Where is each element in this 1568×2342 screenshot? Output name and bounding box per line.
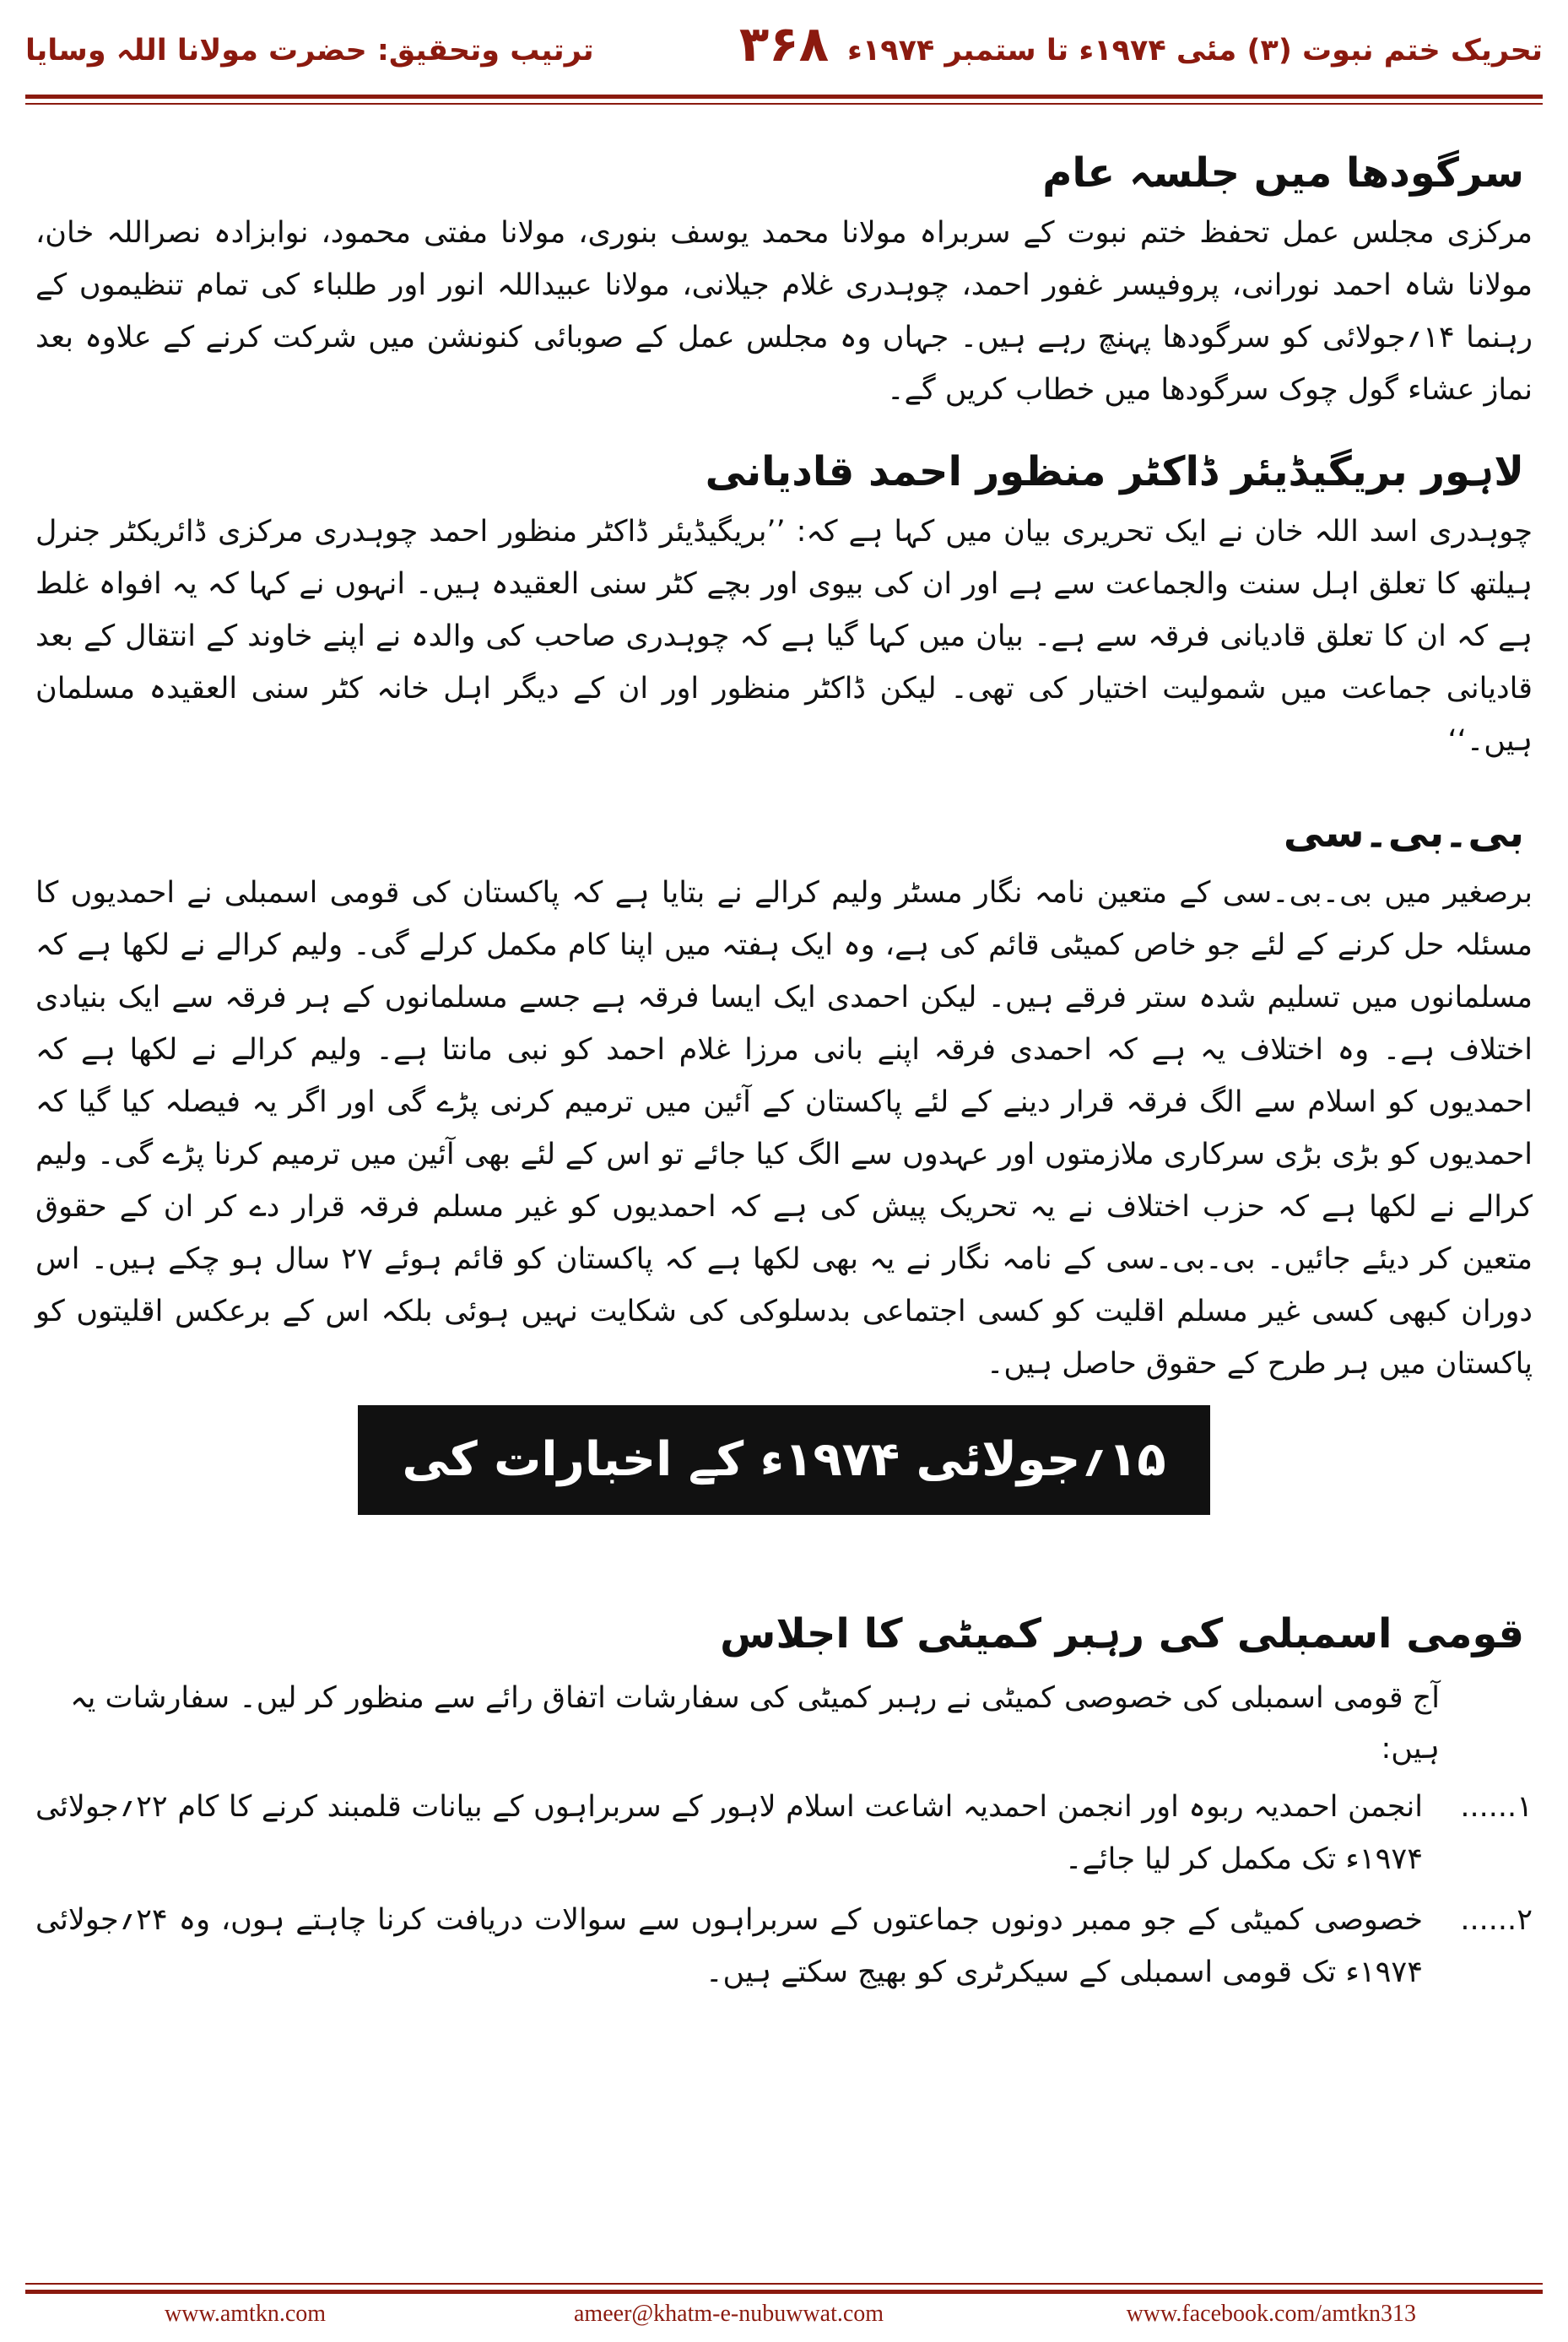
facebook-link[interactable]: www.facebook.com/amtkn313	[1126, 2301, 1416, 2327]
list-item-text: خصوصی کمیٹی کے جو ممبر دونوں جماعتوں کے سربراہوں سے سوالات دریافت کرنا چاہتے ہوں، وہ ۲۴؍جولائی ۱۹۷۴ء تک قومی اسمبلی کے سیکرٹری کو بھیج سکتے ہیں۔	[35, 1903, 1423, 1989]
website-link[interactable]: www.amtkn.com	[165, 2301, 327, 2327]
book-title: تحریک ختم نبوت (۳) مئی ۱۹۷۴ء تا ستمبر ۱۹۷۴ء	[846, 34, 1543, 68]
email-link[interactable]: ameer@khatm-e-nubuwwat.com	[574, 2301, 884, 2327]
section-heading: لاہور بریگیڈیئر ڈاکٹر منظور احمد قادیانی	[705, 448, 1524, 495]
section-heading: قومی اسمبلی کی رہبر کمیٹی کا اجلاس	[720, 1610, 1524, 1658]
compiler-credit: ترتیب وتحقیق: حضرت مولانا اللہ وسایا	[25, 34, 594, 68]
header-rule-thin	[25, 103, 1543, 105]
date-banner: ۱۵؍جولائی ۱۹۷۴ء کے اخبارات کی رپورٹ	[358, 1405, 1210, 1515]
page-number: ۳۶۸	[738, 15, 830, 73]
committee-intro: آج قومی اسمبلی کی خصوصی کمیٹی نے رہبر کمیٹی کی سفارشات اتفاق رائے سے منظور کر لیں۔ سفارشات یہ ہیں:	[70, 1681, 1440, 1766]
header-rule-thick	[25, 95, 1543, 99]
footer-rule-thin	[25, 2283, 1543, 2285]
paragraph: مرکزی مجلس عمل تحفظ ختم نبوت کے سربراہ مولانا محمد یوسف بنوری، مولانا مفتی محمود، نوابزادہ نصراللہ خان، مولانا شاہ احمد نورانی، پروفیسر غفور احمد، چوہدری غلام جیلانی، مولانا عبیداللہ انور اور طلباء کی تمام تنظیموں کے رہنما ۱۴؍جولائی کو سرگودھا پہنچ رہے ہیں۔ جہاں وہ مجلس عمل کے صوبائی کنونشن میں شرکت کرنے کے علاوہ بعد نماز عشاء گول چوک سرگودھا میں خطاب کریں گے۔	[35, 216, 1533, 407]
list-item-number: ۲......	[1460, 1903, 1533, 1937]
section-bbc	[35, 799, 1533, 1390]
paragraph: برصغیر میں بی۔بی۔سی کے متعین نامہ نگار مسٹر ولیم کرالے نے بتایا ہے کہ پاکستان کی قومی اسمبلی نے احمدیوں کا مسئلہ حل کرنے کے لئے جو خاص کمیٹی قائم کی ہے، وہ ایک ہفتہ میں اپنا کام مکمل کرلے گی۔ ولیم کرالے نے لکھا ہے کہ مسلمانوں میں تسلیم شدہ ستر فرقے ہیں۔ لیکن احمدی ایک ایسا فرقہ ہے جسے مسلمانوں کے ہر فرقہ سے ایک بنیادی اختلاف ہے۔ وہ اختلاف یہ ہے کہ احمدی فرقہ اپنے بانی مرزا غلام احمد کو نبی مانتا ہے۔ ولیم کرالے نے لکھا ہے کہ احمدیوں کو اسلام سے الگ فرقہ قرار دینے کے لئے پاکستان کے آئین میں ترمیم کرنی پڑے گی اور اگر یہ فیصلہ کیا گیا کہ احمدیوں کو بڑی بڑی سرکاری ملازمتوں اور عہدوں سے الگ کیا جائے تو اس کے لئے بھی آئین میں ترمیم کرنا پڑے گی۔ ولیم کرالے نے لکھا ہے کہ حزب اختلاف نے یہ تحریک پیش کی ہے کہ احمدیوں کو غیر مسلم فرقہ قرار دے کر ان کے حقوق متعین کر دیئے جائیں۔ بی۔بی۔سی کے نامہ نگار نے یہ بھی لکھا ہے کہ پاکستان کو قائم ہوئے ۲۷ سال ہو چکے ہیں۔ اس دوران کبھی کسی غیر مسلم اقلیت کو کسی اجتماعی بدسلوکی کی شکایت نہیں ہوئی بلکہ اس کے برعکس اقلیتوں کو پاکستان میں ہر طرح کے حقوق حاصل ہیں۔	[35, 876, 1533, 1381]
list-item	[35, 1781, 1533, 1885]
page-content	[35, 139, 1533, 2007]
page-header	[25, 15, 1543, 91]
section-sargodha-rally	[35, 139, 1533, 416]
banner-wrap	[35, 1405, 1533, 1597]
section-heading: سرگودھا میں جلسہ عام	[1042, 149, 1524, 197]
section-heading: بی۔بی۔سی	[1283, 809, 1524, 857]
list-item-number: ۱......	[1460, 1790, 1533, 1824]
footer-rule-thick	[25, 2290, 1543, 2294]
paragraph: چوہدری اسد اللہ خان نے ایک تحریری بیان میں کہا ہے کہ: ’’بریگیڈیئر ڈاکٹر منظور احمد چوہدری مرکزی ڈائریکٹر جنرل ہیلتھ کا تعلق اہل سنت والجماعت سے ہے اور ان کی بیوی اور بچے کٹر سنی العقیدہ ہیں۔ انہوں نے کہا کہ یہ افواہ غلط ہے کہ ان کا تعلق قادیانی فرقہ سے ہے۔ بیان میں کہا گیا ہے کہ چوہدری صاحب کی والدہ نے اپنے خاوند کے انتقال کے بعد قادیانی جماعت میں شمولیت اختیار کی تھی۔ لیکن ڈاکٹر منظور اور ان کے دیگر اہل خانہ کٹر سنی العقیدہ مسلمان ہیں۔‘‘	[35, 515, 1533, 758]
recommendations-list	[35, 1781, 1533, 1999]
section-brigadier-manzoor	[35, 438, 1533, 767]
section-committee	[35, 1600, 1533, 1999]
list-item	[35, 1894, 1533, 1999]
list-item-text: انجمن احمدیہ ربوہ اور انجمن احمدیہ اشاعت اسلام لاہور کے سربراہوں کے بیانات قلمبند کرنے کا کام ۲۲؍جولائی ۱۹۷۴ء تک مکمل کر لیا جائے۔	[35, 1790, 1423, 1876]
page-footer	[25, 2297, 1543, 2334]
